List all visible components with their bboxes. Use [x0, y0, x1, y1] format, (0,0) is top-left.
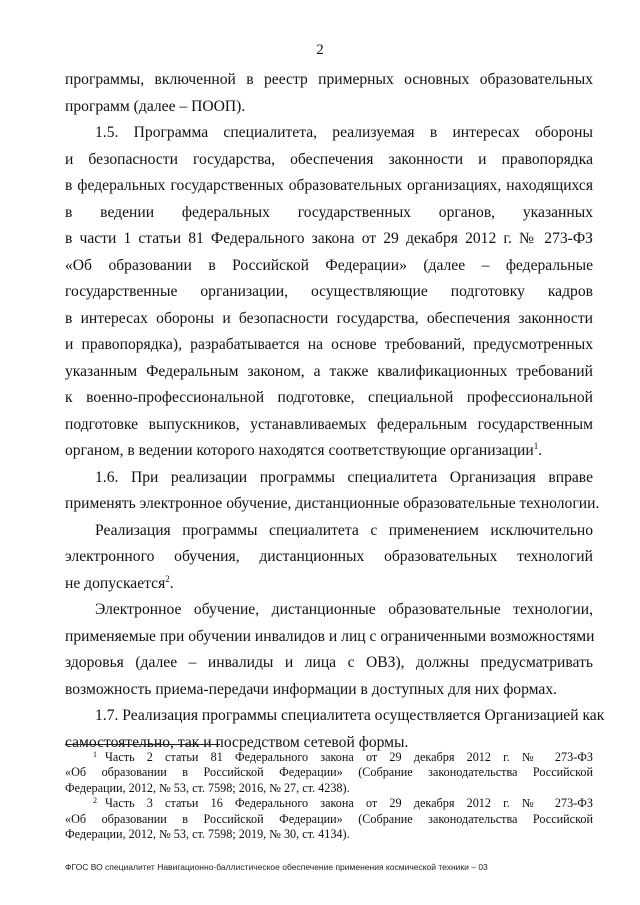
footnote-line — [65, 812, 593, 827]
text-line — [65, 306, 593, 333]
page-footer: ФГОС ВО специалитет Навигационно-баллистическое обеспечение применения космической техники – 03 — [65, 862, 488, 872]
line-text: Реализация программы специалитета с применением исключительно — [95, 521, 593, 539]
line-text: Электронное обучение, дистанционные образовательные технологии, — [95, 601, 593, 618]
text-line — [65, 677, 593, 704]
line-tail: . — [538, 442, 543, 459]
line-text: не допускается — [65, 574, 166, 592]
line-text: электронного обучения, дистанционных образовательных технологий — [65, 548, 593, 565]
text-line — [65, 412, 593, 439]
line-text: Федерации, 2012, № 53, ст. 7598; 2019, № 30, ст. 4134). — [65, 826, 350, 841]
text-line — [65, 332, 593, 359]
line-text: «Об образовании в Российской Федерации» (Собрание законодательства Российской — [65, 811, 593, 826]
text-line — [65, 359, 593, 386]
footnotes — [65, 750, 593, 842]
footnote-line — [65, 781, 593, 796]
line-text: в части 1 статьи 81 Федерального закона от 29 декабря 2012 г. № 273-ФЗ — [65, 230, 593, 247]
text-line — [65, 120, 593, 147]
text-line — [65, 200, 593, 227]
footnote-line — [65, 750, 593, 765]
line-text: 1.6. При реализации программы специалитета Организация вправе — [95, 468, 593, 486]
text-line — [65, 253, 593, 280]
line-text: самостоятельно, так и посредством сетевой формы. — [65, 733, 409, 751]
footnote-separator — [65, 744, 220, 745]
line-text: государственные организации, осуществляющие подготовку кадров — [65, 283, 593, 300]
line-tail: . — [169, 574, 174, 592]
text-line — [65, 650, 593, 677]
text-line — [65, 385, 593, 412]
footnote-line — [65, 796, 593, 811]
text-line — [65, 226, 593, 253]
line-text: к военно-профессиональной подготовке, специальной профессиональной — [65, 389, 593, 406]
text-line — [65, 703, 605, 730]
line-text: «Об образовании в Российской Федерации» (далее – федеральные — [65, 256, 593, 274]
line-text: программы, включенной в реестр примерных основных образовательных — [65, 71, 593, 88]
line-text: здоровья (далее – инвалиды и лица с ОВЗ), должны предусматривать — [65, 654, 593, 671]
text-line — [65, 94, 593, 121]
line-text: 1.7. Реализация программы специалитета осуществляется Организацией как — [95, 707, 605, 724]
line-text: 1.5. Программа специалитета, реализуемая в интересах обороны — [95, 124, 593, 141]
text-line — [65, 491, 600, 518]
footnote-reference: 2 — [165, 573, 170, 584]
text-line — [65, 624, 593, 651]
line-text: Часть 3 статьи 16 Федерального закона от 29 декабря 2012 г. № 273-ФЗ — [105, 796, 593, 811]
text-line — [65, 571, 593, 598]
footnote-line — [65, 827, 593, 842]
text-line — [65, 544, 593, 571]
text-line — [65, 518, 593, 545]
line-text: «Об образовании в Российской Федерации» (Собрание законодательства Российской — [65, 765, 593, 780]
line-text: Федерации, 2012, № 53, ст. 7598; 2016, № 27, ст. 4238). — [65, 780, 350, 795]
line-text: указанным Федеральным законом, а также квалификационных требований — [65, 362, 593, 380]
line-text: и правопорядка), разрабатывается на основе требований, предусмотренных — [65, 336, 593, 353]
text-line — [65, 67, 593, 94]
footnote-reference: 1 — [533, 441, 539, 451]
footnote-marker: 1 — [93, 750, 97, 759]
line-text: в ведении федеральных государственных органов, указанных — [65, 203, 593, 221]
footnote-marker: 2 — [93, 796, 97, 806]
text-line — [65, 465, 593, 492]
line-text: и безопасности государства, обеспечения законности и правопорядка — [65, 150, 593, 168]
text-line — [65, 147, 593, 174]
line-text: возможность приема-передачи информации в доступных для них формах. — [65, 680, 558, 698]
line-text: органом, в ведении которого находятся соответствующие организации — [65, 442, 534, 459]
footnote-line — [65, 765, 593, 780]
line-text: программ (далее – ПООП). — [65, 97, 246, 115]
line-text: Часть 2 статьи 81 Федерального закона от 29 декабря 2012 г. № 273-ФЗ — [105, 750, 593, 764]
line-text: применяемые при обучении инвалидов и лиц с ограниченными возможностями — [65, 627, 595, 645]
line-text: применять электронное обучение, дистанционные образовательные технологии. — [65, 495, 600, 512]
line-text: подготовке выпускников, устанавливаемых федеральным государственным — [65, 415, 593, 433]
page-number: 2 — [316, 42, 324, 58]
text-line — [65, 173, 593, 200]
line-text: в федеральных государственных образовательных организациях, находящихся — [65, 177, 593, 194]
main-text — [65, 67, 605, 756]
text-line — [65, 597, 593, 624]
line-text: в интересах обороны и безопасности государства, обеспечения законности — [65, 309, 593, 327]
text-line — [65, 438, 593, 465]
text-line — [65, 279, 593, 306]
